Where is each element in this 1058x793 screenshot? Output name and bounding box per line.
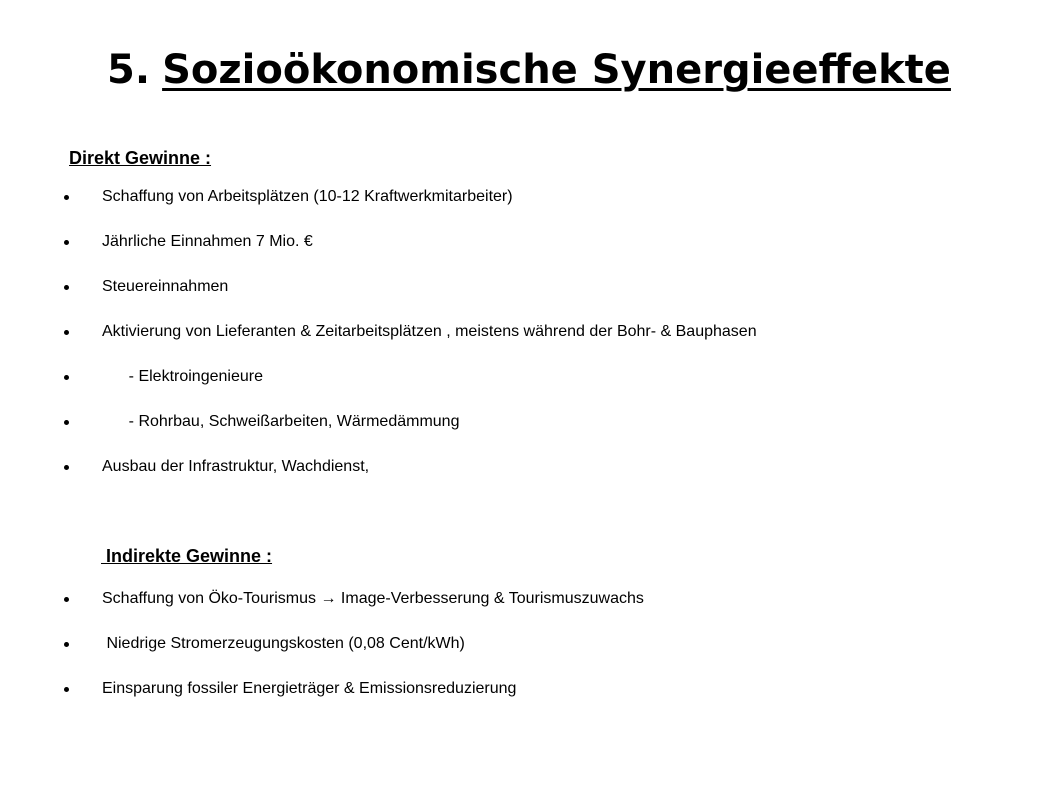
slide-title: [0, 40, 1058, 100]
list-item: [60, 186, 513, 231]
list-item-text: - Rohrbau, Schweißarbeiten, Wärmedämmung: [102, 413, 460, 430]
slide-title-number: 5.: [107, 47, 151, 93]
list-item: [60, 231, 313, 276]
list-item: [60, 678, 517, 723]
indirect-gains-heading: Indirekte Gewinne :: [101, 546, 273, 566]
bullet-icon: [64, 465, 69, 470]
bullet-icon: [64, 195, 69, 200]
bullet-icon: [64, 420, 69, 425]
bullet-icon: [64, 597, 69, 602]
list-item-text: Steuereinnahmen: [102, 278, 229, 295]
list-item: [60, 366, 263, 411]
list-item-text: Schaffung von Arbeitsplätzen (10-12 Kraftwerkmitarbeiter): [102, 188, 513, 205]
list-item-text: Aktivierung von Lieferanten & Zeitarbeitsplätzen , meistens während der Bohr- & Bauphasen: [102, 323, 757, 340]
bullet-icon: [64, 285, 69, 290]
bullet-icon: [64, 642, 69, 647]
slide-title-text: Sozioökonomische Synergieeffekte: [162, 47, 951, 93]
list-item-text: Ausbau der Infrastruktur, Wachdienst,: [102, 458, 370, 475]
list-item-text: Schaffung von Öko-Tourismus → Image-Verbesserung & Tourismuszuwachs: [102, 590, 644, 607]
direct-gains-list: [60, 186, 757, 501]
list-item: [60, 411, 460, 456]
list-item: [60, 456, 370, 501]
list-item-text: Einsparung fossiler Energieträger & Emissionsreduzierung: [102, 680, 517, 697]
list-item: [60, 588, 644, 633]
direct-gains-heading: Direkt Gewinne :: [69, 148, 212, 168]
list-item: [60, 276, 229, 321]
bullet-icon: [64, 330, 69, 335]
bullet-icon: [64, 375, 69, 380]
indirect-gains-list: [60, 588, 644, 723]
bullet-icon: [64, 687, 69, 692]
list-item-text: - Elektroingenieure: [102, 368, 263, 385]
list-item: [60, 321, 757, 366]
list-item-text: Jährliche Einnahmen 7 Mio. €: [102, 233, 313, 250]
list-item: [60, 633, 465, 678]
bullet-icon: [64, 240, 69, 245]
list-item-text: Niedrige Stromerzeugungskosten (0,08 Cent/kWh): [102, 635, 465, 652]
